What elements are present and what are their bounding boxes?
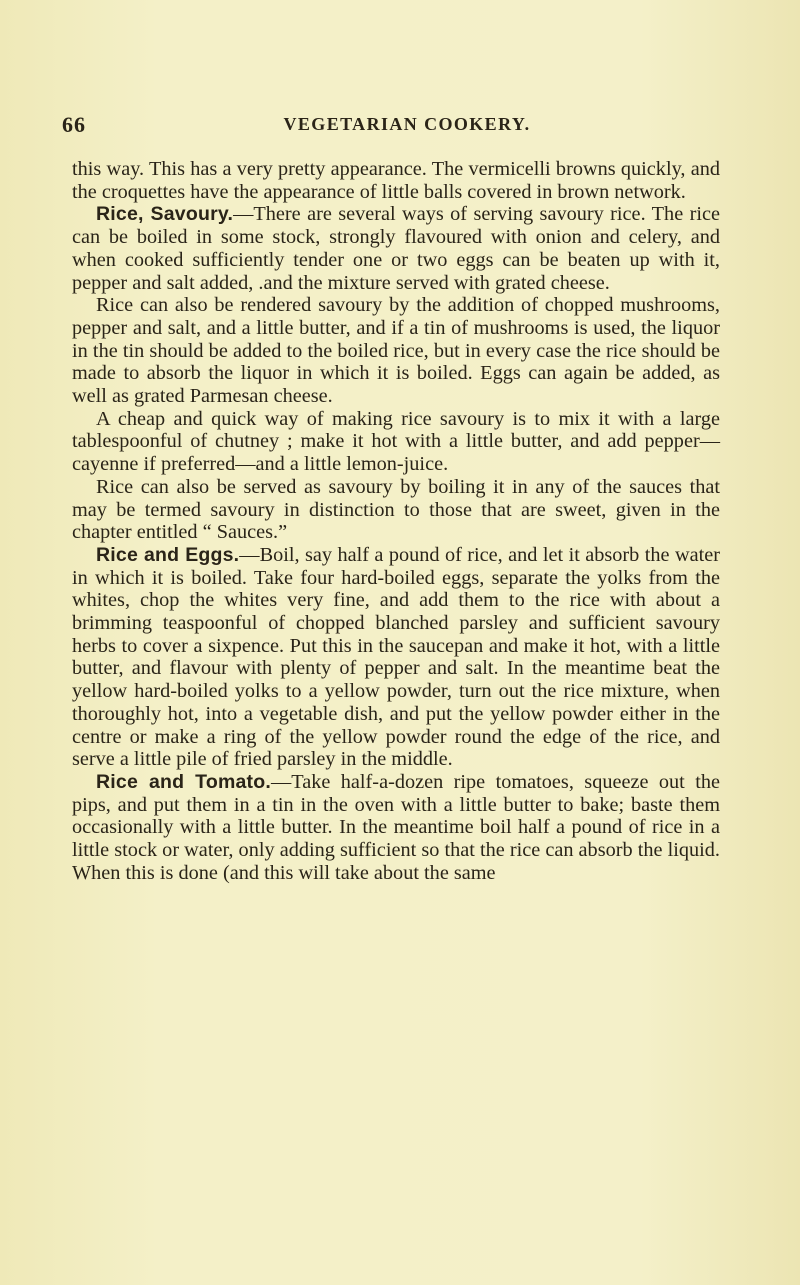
paragraph-sauces: Rice can also be served as savoury by boiling it in any of the sauces that may be termed savoury in distinction to those that are sweet, given in the chapter entitled “ Sauces.” [72, 475, 720, 544]
running-head: VEGETARIAN COOKERY. [283, 114, 531, 134]
body-text [72, 158, 720, 885]
paragraph-text: —Take half-a-dozen ripe tomatoes, squeeze out the pips, and put them in a tin in the oven with a little butter to bake; baste them occasionally with a little butter. In the meantime boil half a pound of rice in a little stock or water, only adding sufficient so that the rice can absorb the liquid. When this is done (and this will take about the same [72, 770, 721, 884]
paragraph-text: —Boil, say half a pound of rice, and let it absorb the water in which it is boiled. Take four hard-boiled eggs, separate the yolks from the whites, chop the whites very fine, and add them to the rice with about a brimming teaspoonful of chopped blanched parsley and sufficient savoury herbs to cover a sixpence. Put this in the saucepan and make it hot, with a little butter, and flavour with plenty of pepper and salt. In the meantime beat the yellow hard-boiled yolks to a yellow powder, turn out the rice mixture, when thoroughly hot, into a vegetable dish, and put the yellow powder either in the centre or make a ring of the yellow powder round the edge of the rice, and serve a little pile of fried parsley in the middle. [72, 543, 720, 771]
recipe-heading-rice-savoury: Rice, Savoury. [96, 203, 234, 226]
recipe-heading-rice-and-tomato: Rice and Tomato. [96, 770, 271, 793]
recipe-heading-rice-and-eggs: Rice and Eggs. [96, 543, 240, 566]
paragraph-rice-savoury [72, 203, 720, 294]
paragraph-rice-and-eggs [72, 544, 720, 771]
page-header [62, 112, 712, 138]
paragraph-mushrooms: Rice can also be rendered savoury by the addition of chopped mushrooms, pepper and salt, and a little butter, and if a tin of mushrooms is used, the liquor in the tin should be added to the boiled rice, but in every case the rice should be made to absorb the liquor in which it is boiled. Eggs can again be added, as well as grated Parmesan cheese. [72, 294, 720, 408]
paragraph-rice-and-tomato [72, 771, 720, 885]
paragraph-continuation: this way. This has a very pretty appearance. The vermicelli browns quickly, and the croquettes have the appearance of little balls covered in brown network. [72, 158, 720, 203]
paragraph-text: —There are several ways of serving savoury rice. The rice can be boiled in some stock, strongly flavoured with onion and celery, and when cooked sufficiently tender one or two eggs can be beaten up with it, pepper and salt added, .and the mixture served with grated cheese. [72, 203, 720, 294]
paragraph-chutney: A cheap and quick way of making rice savoury is to mix it with a large tablespoonful of chutney ; make it hot with a little butter, and add pepper—cayenne if preferred—and a little lemon-juice. [72, 407, 720, 476]
page-number: 66 [62, 112, 86, 137]
